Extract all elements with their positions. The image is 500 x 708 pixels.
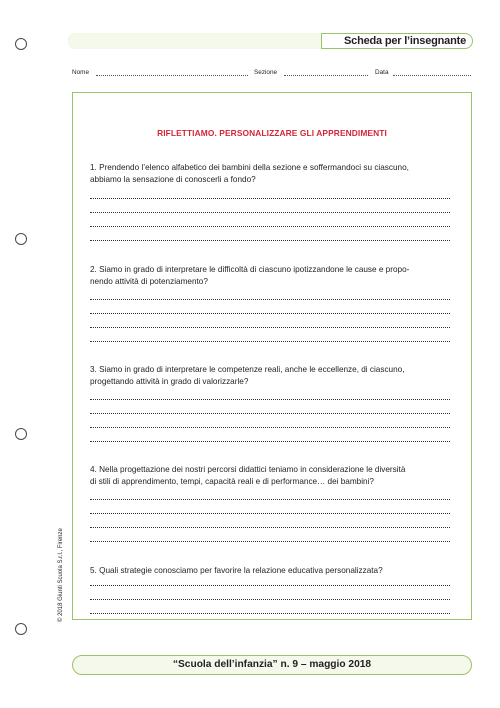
answer-line[interactable] — [90, 341, 450, 342]
answer-line[interactable] — [90, 198, 450, 199]
section-field[interactable] — [284, 67, 368, 76]
answer-line[interactable] — [90, 299, 450, 300]
fields-row — [72, 67, 476, 79]
question-1-line-1: 1. Prendendo l’elenco alfabetico dei bambini della sezione e soffermandoci su ciascuno, — [90, 163, 409, 172]
sheet-label: Scheda per l’insegnante — [344, 35, 466, 47]
question-3-line-2: progettando attività in grado di valorizzarle? — [90, 377, 249, 386]
name-label: Nome — [72, 69, 90, 76]
question-5 — [90, 565, 456, 577]
footer-banner: “Scuola dell’infanzia” n. 9 – maggio 2018 — [72, 655, 472, 675]
question-2-line-2: nendo attività di potenziamento? — [90, 277, 208, 286]
answer-line[interactable] — [90, 441, 450, 442]
answer-line[interactable] — [90, 427, 450, 428]
answer-line[interactable] — [90, 513, 450, 514]
question-3 — [90, 364, 456, 388]
answer-line[interactable] — [90, 499, 450, 500]
worksheet-title: RIFLETTIAMO. PERSONALIZZARE GLI APPRENDIMENTI — [157, 128, 387, 138]
copyright-note: © 2018 Giunti Scuola S.r.l., Firenze — [58, 528, 64, 622]
binder-hole-3 — [15, 428, 27, 440]
answer-line[interactable] — [90, 313, 450, 314]
binder-hole-2 — [15, 233, 27, 245]
header-bar-accent — [68, 33, 322, 49]
answer-line[interactable] — [90, 527, 450, 528]
answer-line[interactable] — [90, 399, 450, 400]
binder-hole-1 — [15, 38, 27, 50]
question-1 — [90, 162, 456, 186]
binder-hole-4 — [15, 623, 27, 635]
date-field[interactable] — [393, 67, 471, 76]
question-4-line-1: 4. Nella progettazione dei nostri percorsi didattici teniamo in considerazione le diversità — [90, 465, 406, 474]
question-5-line-1: 5. Quali strategie conosciamo per favorire la relazione educativa personalizzata? — [90, 566, 383, 575]
answer-line[interactable] — [90, 585, 450, 586]
name-field[interactable] — [96, 67, 248, 76]
answer-line[interactable] — [90, 327, 450, 328]
answer-line[interactable] — [90, 599, 450, 600]
answer-line[interactable] — [90, 413, 450, 414]
answer-line[interactable] — [90, 226, 450, 227]
question-4 — [90, 464, 456, 488]
answer-line[interactable] — [90, 240, 450, 241]
question-2-line-1: 2. Siamo in grado di interpretare le difficoltà di ciascuno ipotizzandone le cause e propo- — [90, 265, 410, 274]
question-4-line-2: di stili di apprendimento, tempi, capacità reali e di performance… dei bambini? — [90, 477, 374, 486]
date-label: Data — [375, 69, 389, 76]
section-label: Sezione — [254, 69, 278, 76]
question-2 — [90, 264, 456, 288]
answer-line[interactable] — [90, 613, 450, 614]
question-3-line-1: 3. Siamo in grado di interpretare le competenze reali, anche le eccellenze, di ciascuno, — [90, 365, 405, 374]
answer-line[interactable] — [90, 212, 450, 213]
answer-line[interactable] — [90, 541, 450, 542]
question-1-line-2: abbiamo la sensazione di conoscerli a fondo? — [90, 175, 256, 184]
